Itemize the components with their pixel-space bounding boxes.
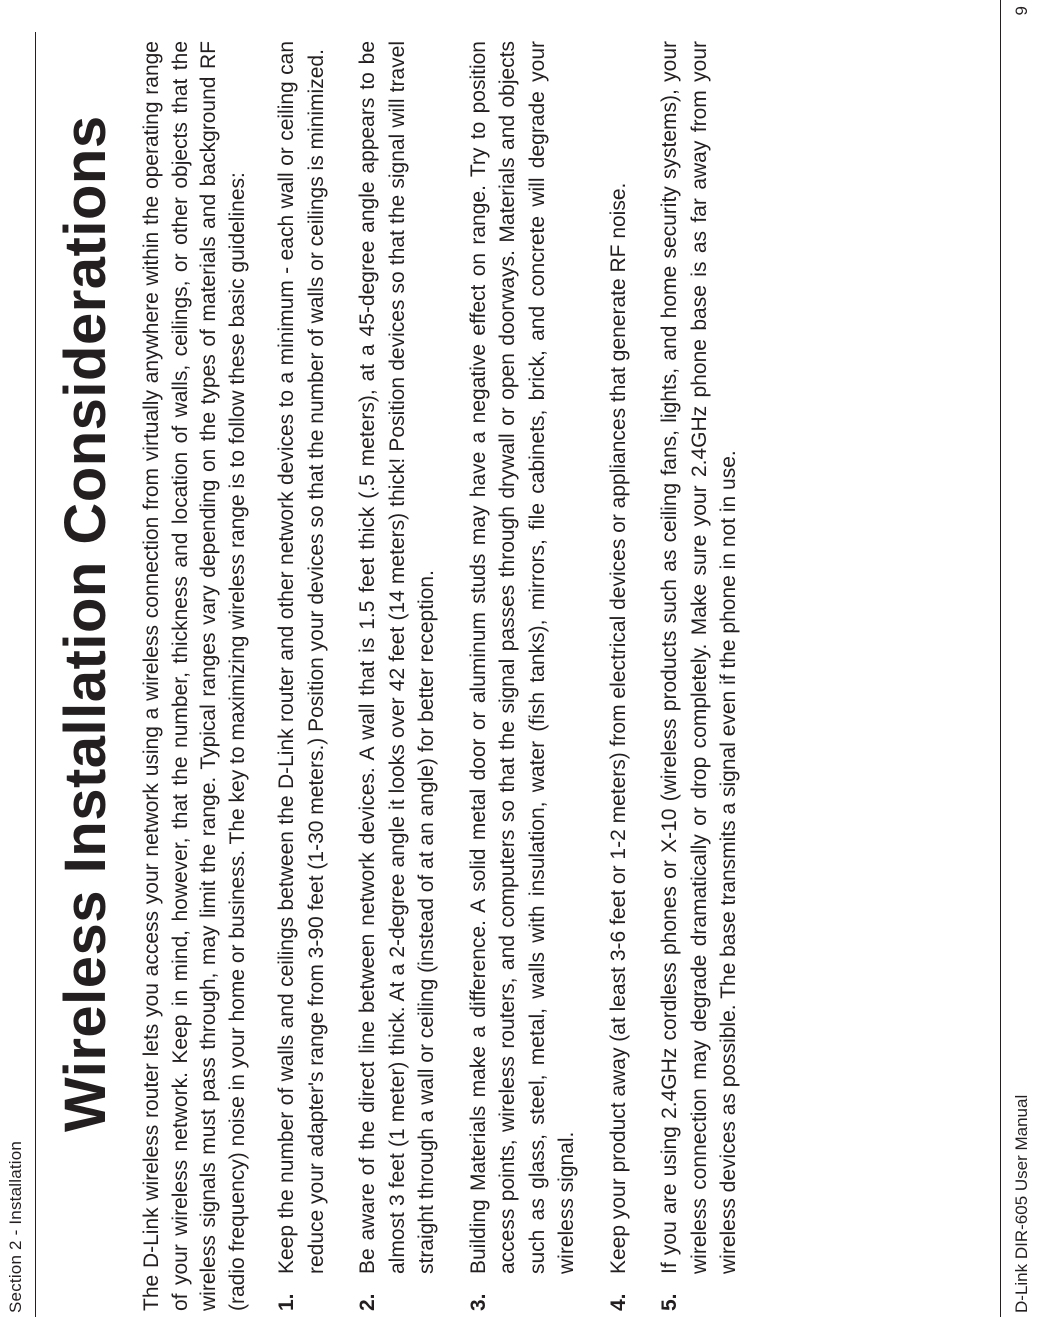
intro-paragraph: The D-Link wireless router lets you access your network using a wireless connection from virtually anywhere within the operating range of your wireless network. Keep in mind, however, that the number, thickness and location of walls, ceilings, or other objects that the wireless signals must pass through, may limit the range. Typical ranges vary depending on the types of materials and background RF (radio frequency) noise in your home or business. The key to maximizing wireless range is to follow these basic guidelines: <box>140 41 249 1311</box>
guideline-text: If you are using 2.4GHz cordless phones or X-10 (wireless products such as ceiling fans, lights, and home security systems), your wireless connection may degrade dramatically or drop completely. Make sure your 2.4GHz phone base is as far away from your wireless devices as possible. The base transmits a signal even if the phone in not in use. <box>658 41 740 1274</box>
guideline-item <box>464 41 582 1311</box>
guideline-text: Keep the number of walls and ceilings between the D-Link router and other network devices to a minimum - each wall or ceiling can reduce your adapter's range from 3-90 feet (1-30 meters.) Position your devices so that the number of walls or ceilings is minimized. <box>275 41 328 1274</box>
guideline-number: 2. <box>356 1293 379 1311</box>
guideline-item <box>655 41 744 1311</box>
guideline-item <box>272 41 331 1311</box>
guideline-item <box>604 41 634 1311</box>
page-body <box>138 41 766 1311</box>
guideline-number: 3. <box>466 1293 490 1311</box>
footer-manual-name: D-Link DIR-605 User Manual <box>1012 1094 1031 1313</box>
guideline-text: Be aware of the direct line between network devices. A wall that is 1.5 feet thick (.5 meters), at a 45-degree angle appears to be almost 3 feet (1 meter) thick. At a 2-degree angle it looks over 42 feet (14 meters) thick! Position devices so that the signal will travel straight through a wall or ceiling (instead of at an angle) for better reception. <box>356 41 438 1274</box>
guideline-number: 1. <box>275 1293 298 1311</box>
guideline-number: 5. <box>658 1293 681 1311</box>
guideline-text: Building Materials make a difference. A solid metal door or aluminum studs may have a negative effect on range. Try to position access points, wireless routers, and computers so that the signal passes through drywall or open doorways. Materials and objects such as glass, steel, metal, walls with insulation, water (fish tanks), mirrors, file cabinets, brick, and concrete will degrade your wireless signal. <box>466 41 578 1274</box>
guideline-list <box>272 41 744 1311</box>
guideline-item <box>353 41 442 1311</box>
footer-page-number: 9 <box>1012 6 1031 16</box>
guideline-text: Keep your product away (at least 3-6 feet or 1-2 meters) from electrical devices or appliances that generate RF noise. <box>606 182 630 1274</box>
guideline-number: 4. <box>606 1293 630 1311</box>
page-title: Wireless Installation Considerations <box>53 115 118 1132</box>
header-divider <box>35 32 36 1317</box>
footer-divider <box>1000 0 1001 1317</box>
section-label: Section 2 - Installation <box>6 1140 25 1313</box>
